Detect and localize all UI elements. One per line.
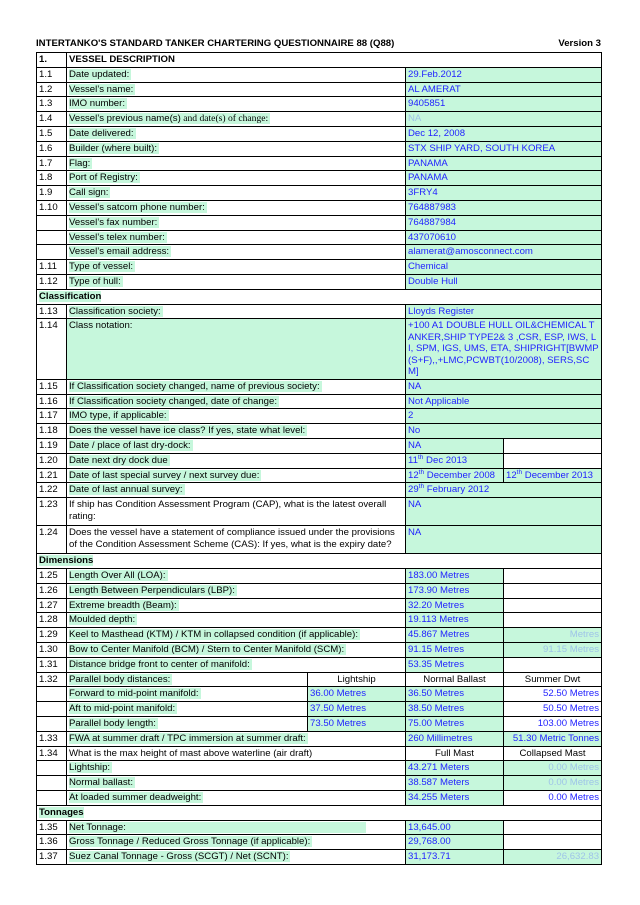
table-row [37,439,602,454]
row-label: Gross Tonnage / Reduced Gross Tonnage (if applicable): [67,835,406,850]
fwa-value[interactable]: 260 Millimetres [406,731,504,746]
empty-cell [504,657,602,672]
row-label: Normal ballast: [67,776,406,791]
port-of-registry-value[interactable]: PANAMA [406,171,602,186]
table-row [37,687,602,702]
row-number [37,245,67,260]
row-number: 1.37 [37,850,67,865]
last-drydock-value[interactable]: NA [406,439,504,454]
row-label: Vessel’s email address: [67,245,406,260]
table-row [37,453,602,468]
row-label: FWA at summer draft / TPC immersion at summer draft: [67,731,406,746]
table-row [37,835,602,850]
empty-cell [504,583,602,598]
empty-cell [504,835,602,850]
call-sign-value[interactable]: 3FRY4 [406,186,602,201]
column-header-lightship: Lightship [308,672,406,687]
row-number: 1.32 [37,672,67,687]
table-row [37,716,602,731]
row-number: 1.31 [37,657,67,672]
row-number: 1.25 [37,569,67,584]
row-label: Class notation: [67,319,406,380]
bridge-to-manifold-value[interactable]: 53.35 Metres [406,657,504,672]
table-row [37,156,602,171]
row-label: Parallel body distances: [67,672,308,687]
row-label: Length Over All (LOA): [67,569,406,584]
table-row [37,526,602,554]
imo-type-value[interactable]: 2 [406,409,602,424]
row-label: If ship has Condition Assessment Program (CAP), what is the latest overall rating: [67,498,406,526]
row-number [37,230,67,245]
row-number: 1.34 [37,746,67,761]
last-annual-survey-value[interactable]: 29th February 2012 [406,483,602,498]
telex-number-value[interactable]: 437070610 [406,230,602,245]
air-draft-lightship-collapsed-value[interactable]: 0.00 Metres [504,761,602,776]
row-label: Vessel’s telex number: [67,230,406,245]
row-number: 1.30 [37,643,67,658]
row-label: What is the max height of mast above waterline (air draft) [67,746,406,761]
row-number: 1.9 [37,186,67,201]
air-draft-summer-value[interactable]: 34.255 Meters [406,790,504,805]
row-label: Flag: [67,156,406,171]
row-label: Distance bridge front to center of manifold: [67,657,406,672]
air-draft-ballast-value[interactable]: 38.587 Meters [406,776,504,791]
last-special-survey-value[interactable]: 12th December 2008 [406,468,504,483]
row-number: 1.27 [37,598,67,613]
table-row [37,598,602,613]
date-updated-value[interactable]: 29.Feb.2012 [406,67,602,82]
row-number: 1.23 [37,498,67,526]
lbp-value[interactable]: 173.90 Metres [406,583,504,598]
hull-type-value[interactable]: Double Hull [406,274,602,289]
date-delivered-value[interactable]: Dec 12, 2008 [406,126,602,141]
row-number: 1.16 [37,394,67,409]
table-row [37,498,602,526]
table-row [37,790,602,805]
vessel-description-table [36,52,602,865]
row-number: 1.35 [37,820,67,835]
row-label: Vessel’s name: [67,82,406,97]
table-row [37,468,602,483]
moulded-depth-value[interactable]: 19.113 Metres [406,613,504,628]
ice-class-value[interactable]: No [406,424,602,439]
flag-value[interactable]: PANAMA [406,156,602,171]
row-number: 1.20 [37,453,67,468]
row-number: 1.4 [37,112,67,127]
loa-value[interactable]: 183.00 Metres [406,569,504,584]
document-version: Version 3 [558,38,601,49]
row-number: 1.21 [37,468,67,483]
row-label: Builder (where built): [67,141,406,156]
builder-value[interactable]: STX SHIP YARD, SOUTH KOREA [406,141,602,156]
column-header-summer-dwt: Summer Dwt [504,672,602,687]
section-header-row [37,53,602,68]
row-label: Aft to mid-point manifold: [67,702,308,717]
table-row [37,394,602,409]
parallel-summer-value[interactable]: 103.00 Metres [504,716,602,731]
row-number: 1.24 [37,526,67,554]
imo-number-value[interactable]: 9405851 [406,97,602,112]
previous-society-value[interactable]: NA [406,379,602,394]
row-number: 1.22 [37,483,67,498]
table-row [37,409,602,424]
row-number [37,790,67,805]
row-label: Vessel’s fax number: [67,215,406,230]
cap-rating-value[interactable]: NA [406,498,602,526]
row-number: 1.8 [37,171,67,186]
empty-cell [504,569,602,584]
row-number: 1.1 [37,67,67,82]
table-row [37,245,602,260]
forward-summer-value[interactable]: 52.50 Metres [504,687,602,702]
table-row [37,820,602,835]
table-row [37,483,602,498]
row-number [37,716,67,731]
fax-number-value[interactable]: 764887984 [406,215,602,230]
beam-value[interactable]: 32.20 Metres [406,598,504,613]
empty-cell [504,598,602,613]
subsection-row [37,289,602,304]
table-row [37,304,602,319]
row-label: Date delivered: [67,126,406,141]
table-row [37,319,602,380]
table-row [37,97,602,112]
ktm-collapsed-value[interactable]: Metres [504,628,602,643]
scm-value[interactable]: 91.15 Metres [504,643,602,658]
row-label: Type of vessel: [67,260,406,275]
parallel-lightship-value[interactable]: 73.50 Metres [308,716,406,731]
table-row [37,67,602,82]
row-label: Date updated: [67,67,406,82]
row-label: Date of last special survey / next survey due: [67,468,406,483]
row-number: 1.5 [37,126,67,141]
row-label: Date next dry dock due [67,453,406,468]
subsection-row [37,805,602,820]
subsection-title: Dimensions [37,554,602,569]
row-label: Bow to Center Manifold (BCM) / Stern to Center Manifold (SCM): [67,643,406,658]
row-number: 1.13 [37,304,67,319]
table-row [37,260,602,275]
table-row [37,850,602,865]
table-row [37,613,602,628]
next-special-survey-value[interactable]: 12th December 2013 [504,468,602,483]
table-row [37,731,602,746]
class-society-value[interactable]: Lloyds Register [406,304,602,319]
row-number: 1.2 [37,82,67,97]
table-row [37,424,602,439]
questionnaire-page [36,38,601,865]
row-number: 1.33 [37,731,67,746]
table-row [37,643,602,658]
cas-expiry-value[interactable]: NA [406,526,602,554]
row-label: Suez Canal Tonnage - Gross (SCGT) / Net (SCNT): [67,850,406,865]
row-label: Lightship: [67,761,406,776]
table-row [37,702,602,717]
ktm-value[interactable]: 45.867 Metres [406,628,504,643]
row-label: Port of Registry: [67,171,406,186]
table-row [37,141,602,156]
column-header-normal-ballast: Normal Ballast [406,672,504,687]
row-number: 1.14 [37,319,67,380]
previous-names-value[interactable]: NA [406,112,602,127]
row-number: 1.10 [37,200,67,215]
row-label: Parallel body length: [67,716,308,731]
forward-ballast-value[interactable]: 36.50 Metres [406,687,504,702]
table-row [37,230,602,245]
vessel-type-value[interactable]: Chemical [406,260,602,275]
scnt-value[interactable]: 26,632.83 [504,850,602,865]
row-label: Keel to Masthead (KTM) / KTM in collapsed condition (if applicable): [67,628,406,643]
empty-cell [504,453,602,468]
row-label: If Classification society changed, date of change: [67,394,406,409]
row-number: 1.3 [37,97,67,112]
row-number [37,687,67,702]
table-row [37,200,602,215]
vessel-name-value[interactable]: AL AMERAT [406,82,602,97]
row-number: 1.36 [37,835,67,850]
table-row [37,776,602,791]
empty-cell [504,439,602,454]
table-row [37,112,602,127]
row-number: 1.17 [37,409,67,424]
table-row [37,274,602,289]
aft-lightship-value[interactable]: 37.50 Metres [308,702,406,717]
row-label: Date / place of last dry-dock: [67,439,406,454]
table-row [37,569,602,584]
row-label: Vessel’s satcom phone number: [67,200,406,215]
aft-summer-value[interactable]: 50.50 Metres [504,702,602,717]
row-number [37,761,67,776]
row-number: 1.28 [37,613,67,628]
air-draft-summer-collapsed-value[interactable]: 0.00 Metres [504,790,602,805]
row-number: 1.12 [37,274,67,289]
column-header-full-mast: Full Mast [406,746,504,761]
table-row [37,126,602,141]
bcm-value[interactable]: 91.15 Metres [406,643,504,658]
aft-ballast-value[interactable]: 38.50 Metres [406,702,504,717]
row-number [37,702,67,717]
table-row [37,171,602,186]
row-number: 1.7 [37,156,67,171]
row-label: If Classification society changed, name of previous society: [67,379,406,394]
row-label: Date of last annual survey: [67,483,406,498]
row-label: Does the vessel have a statement of compliance issued under the provisions of the Condition Assessment Scheme (CAS): If yes, what is the expiry date? [67,526,406,554]
row-number [37,215,67,230]
empty-cell [504,820,602,835]
section-title: VESSEL DESCRIPTION [67,53,602,68]
forward-lightship-value[interactable]: 36.00 Metres [308,687,406,702]
email-value[interactable]: alamerat@amosconnect.com [406,245,602,260]
subsection-row [37,554,602,569]
table-row [37,583,602,598]
row-number: 1.26 [37,583,67,598]
gross-tonnage-value[interactable]: 29,768.00 [406,835,504,850]
table-row [37,657,602,672]
table-row [37,186,602,201]
row-label: IMO number: [67,97,406,112]
table-row [37,82,602,97]
row-label: Type of hull: [67,274,406,289]
row-label: Call sign: [67,186,406,201]
table-row [37,628,602,643]
row-number: 1.18 [37,424,67,439]
table-row [37,215,602,230]
row-label: IMO type, if applicable: [67,409,406,424]
air-draft-ballast-collapsed-value[interactable]: 0.00 Metres [504,776,602,791]
document-title: INTERTANKO'S STANDARD TANKER CHARTERING QUESTIONNAIRE 88 (Q88) [36,38,395,49]
row-number: 1.29 [37,628,67,643]
satcom-phone-value[interactable]: 764887983 [406,200,602,215]
parallel-ballast-value[interactable]: 75.00 Metres [406,716,504,731]
row-label: At loaded summer deadweight: [67,790,406,805]
scgt-value[interactable]: 31,173.71 [406,850,504,865]
table-row [37,746,602,761]
empty-cell [504,613,602,628]
row-number: 1.11 [37,260,67,275]
table-row [37,379,602,394]
net-tonnage-value[interactable]: 13,645.00 [406,820,504,835]
section-number: 1. [37,53,67,68]
row-label: Classification society: [67,304,406,319]
row-label: Length Between Perpendiculars (LBP): [67,583,406,598]
next-drydock-value[interactable]: 11th Dec 2013 [406,453,504,468]
row-number [37,776,67,791]
document-header [36,38,601,52]
table-row [37,761,602,776]
row-label: Net Tonnage: [67,820,406,835]
row-label: Moulded depth: [67,613,406,628]
class-notation-value[interactable]: +100 A1 DOUBLE HULL OIL&CHEMICAL TANKER,SHIP TYPE2& 3 ,CSR, ESP, IWS, LI, SPM, IGS, UMS, ETA, SHIPRIGHT[BWMP(S+F),,+LMC,PCWBT(10/2008), SERS,SCM] [406,319,602,380]
row-number: 1.15 [37,379,67,394]
row-label: Extreme breadth (Beam): [67,598,406,613]
row-label: Does the vessel have ice class? If yes, state what level: [67,424,406,439]
row-label: Forward to mid-point manifold: [67,687,308,702]
table-row [37,672,602,687]
subsection-title: Tonnages [37,805,602,820]
column-header-collapsed-mast: Collapsed Mast [504,746,602,761]
row-number: 1.19 [37,439,67,454]
subsection-title: Classification [37,289,602,304]
air-draft-lightship-value[interactable]: 43.271 Meters [406,761,504,776]
row-number: 1.6 [37,141,67,156]
row-label: Vessel’s previous name(s) and date(s) of change: [67,112,406,127]
tpc-value[interactable]: 51.30 Metric Tonnes [504,731,602,746]
society-change-date-value[interactable]: Not Applicable [406,394,602,409]
